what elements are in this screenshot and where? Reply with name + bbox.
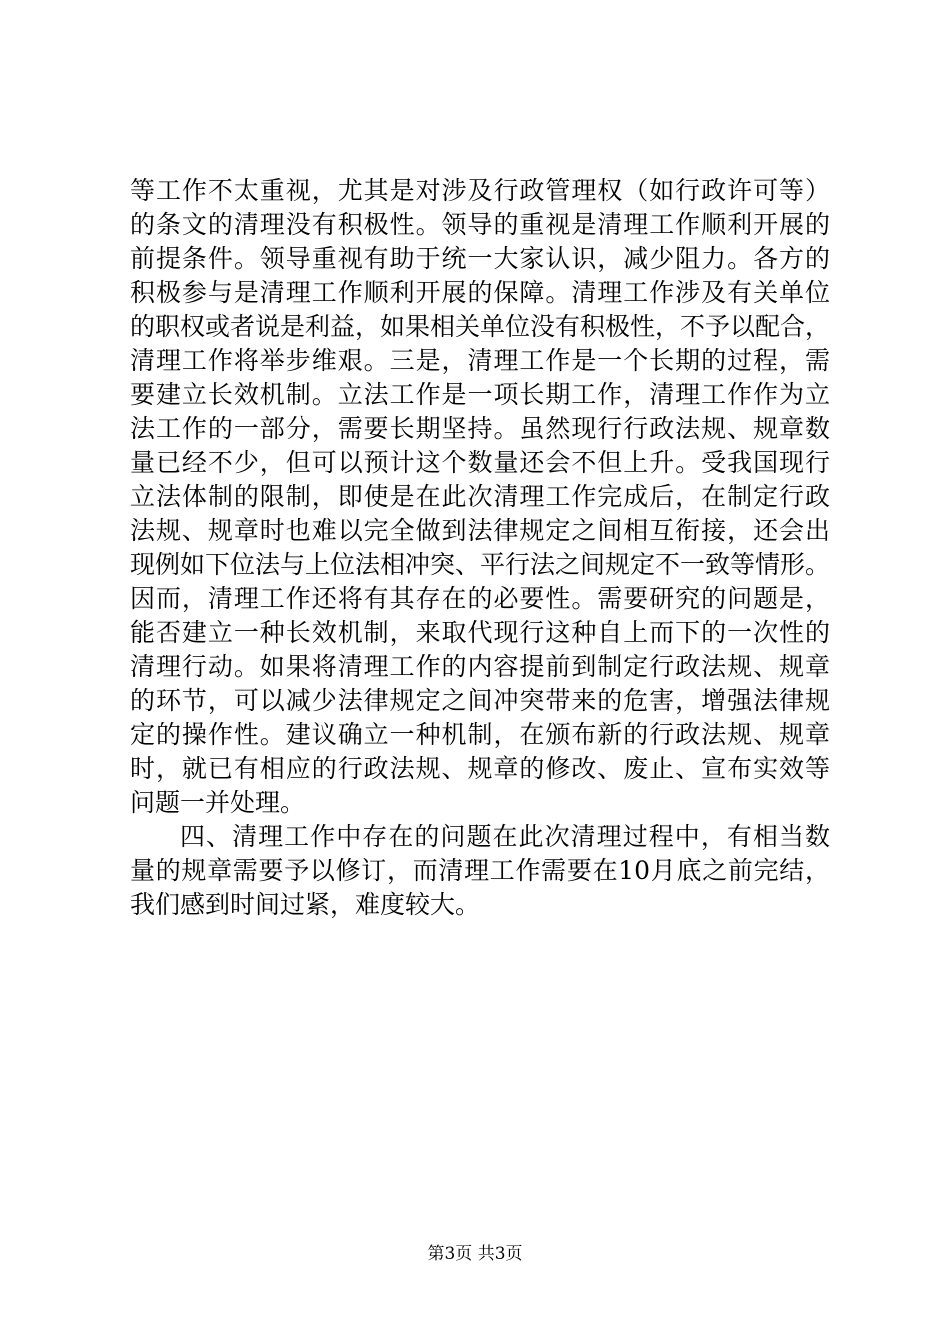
text-line: 问题一并处理。 — [130, 788, 306, 817]
text-line: 量的规章需要予以修订，而清理工作需要在10月底之前完结， — [130, 856, 830, 885]
text-line: 的环节，可以减少法律规定之间冲突带来的危害，增强法律规 — [130, 686, 830, 715]
text-line: 时，就已有相应的行政法规、规章的修改、废止、宣布实效等 — [130, 754, 830, 783]
text-line: 能否建立一种长效机制，来取代现行这种自上而下的一次性的 — [130, 618, 830, 647]
text-line: 的职权或者说是利益，如果相关单位没有积极性，不予以配合， — [130, 312, 831, 341]
text-line: 积极参与是清理工作顺利开展的保障。清理工作涉及有关单位 — [130, 278, 830, 307]
text-line: 我们感到时间过紧，难度较大。 — [130, 890, 481, 919]
paragraph — [130, 820, 830, 922]
text-line: 清理行动。如果将清理工作的内容提前到制定行政法规、规章 — [130, 652, 830, 681]
text-line: 现例如下位法与上位法相冲突、平行法之间规定不一致等情形。 — [130, 550, 831, 579]
paragraph — [130, 174, 830, 820]
page-indicator: 第3页 共3页 — [427, 1244, 523, 1264]
page-footer — [0, 1242, 950, 1266]
text-line: 等工作不太重视，尤其是对涉及行政管理权（如行政许可等） — [130, 176, 830, 205]
text-line: 法工作的一部分，需要长期坚持。虽然现行行政法规、规章数 — [130, 414, 830, 443]
text-line: 立法体制的限制，即使是在此次清理工作完成后，在制定行政 — [130, 482, 830, 511]
text-line: 前提条件。领导重视有助于统一大家认识，减少阻力。各方的 — [130, 244, 830, 273]
text-line: 法规、规章时也难以完全做到法律规定之间相互衔接，还会出 — [130, 516, 830, 545]
text-line: 四、清理工作中存在的问题在此次清理过程中，有相当数 — [180, 822, 830, 851]
text-line: 因而，清理工作还将有其存在的必要性。需要研究的问题是， — [130, 584, 830, 613]
text-line: 定的操作性。建议确立一种机制，在颁布新的行政法规、规章 — [130, 720, 830, 749]
text-line: 要建立长效机制。立法工作是一项长期工作，清理工作作为立 — [130, 380, 830, 409]
text-line: 清理工作将举步维艰。三是，清理工作是一个长期的过程，需 — [130, 346, 830, 375]
text-line: 量已经不少，但可以预计这个数量还会不但上升。受我国现行 — [130, 448, 830, 477]
text-line: 的条文的清理没有积极性。领导的重视是清理工作顺利开展的 — [130, 210, 830, 239]
document-body — [130, 174, 830, 922]
